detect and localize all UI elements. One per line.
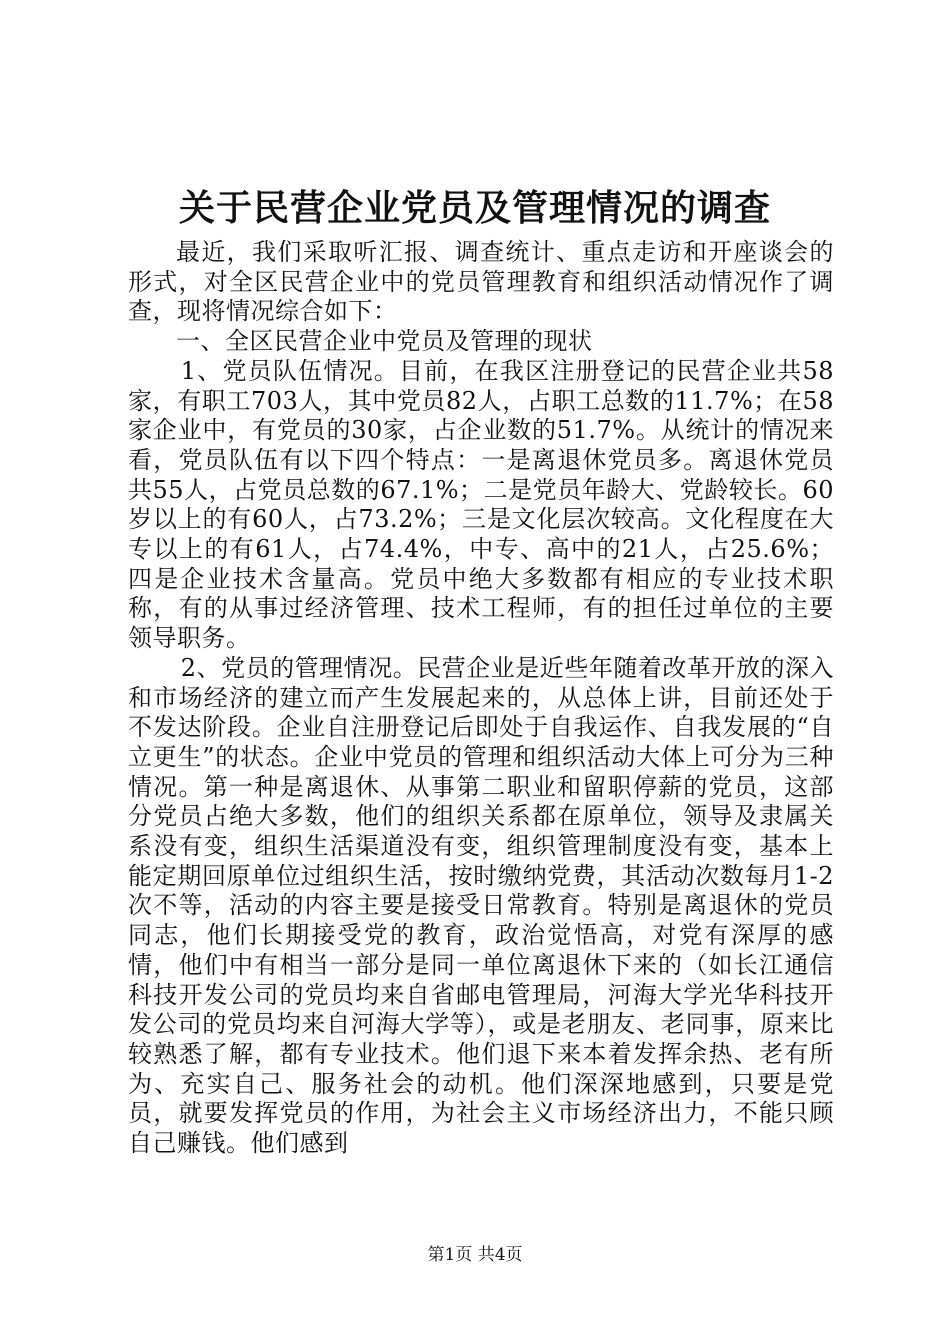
intro-paragraph: 最近，我们采取听汇报、调查统计、重点走访和开座谈会的形式，对全区民营企业中的党员管理教育和组织活动情况作了调查，现将情况综合如下： bbox=[128, 238, 834, 326]
document-body bbox=[128, 238, 834, 1159]
document-title: 关于民营企业党员及管理情况的调查 bbox=[178, 187, 771, 229]
party-member-team-paragraph: 1、党员队伍情况。目前，在我区注册登记的民营企业共58家，有职工703人，其中党员82人，占职工总数的11.7%；在58家企业中，有党员的30家，占企业数的51.7%。从统计的情况来看，党员队伍有以下四个特点：一是离退休党员多。离退休党员共55人，占党员总数的67.1%；二是党员年龄大、党龄较长。60岁以上的有60人，占73.2%；三是文化层次较高。文化程度在大专以上的有61人，占74.4%，中专、高中的21人，占25.6%；四是企业技术含量高。党员中绝大多数都有相应的专业技术职称，有的从事过经济管理、技术工程师，有的担任过单位的主要领导职务。 bbox=[128, 356, 834, 653]
section-heading: 一、全区民营企业中党员及管理的现状 bbox=[176, 327, 593, 356]
party-member-management-paragraph: 2、党员的管理情况。民营企业是近些年随着改革开放的深入和市场经济的建立而产生发展起来的，从总体上讲，目前还处于不发达阶段。企业自注册登记后即处于自我运作、自我发展的“自立更生”的状态。企业中党员的管理和组织活动大体上可分为三种情况。第一种是离退休、从事第二职业和留职停薪的党员，这部分党员占绝大多数，他们的组织关系都在原单位，领导及隶属关系没有变，组织生活渠道没有变，组织管理制度没有变，基本上能定期回原单位过组织生活，按时缴纳党费，其活动次数每月1-2次不等，活动的内容主要是接受日常教育。特别是离退休的党员同志，他们长期接受党的教育，政治觉悟高，对党有深厚的感情，他们中有相当一部分是同一单位离退休下来的（如长江通信科技开发公司的党员均来自省邮电管理局，河海大学光华科技开发公司的党员均来自河海大学等），或是老朋友、老同事，原来比较熟悉了解，都有专业技术。他们退下来本着发挥余热、老有所为、充实自己、服务社会的动机。他们深深地感到，只要是党员，就要发挥党员的作用，为社会主义市场经济出力，不能只顾自己赚钱。他们感到 bbox=[128, 653, 834, 1158]
page-footer: 第1页 共4页 bbox=[427, 1245, 523, 1265]
